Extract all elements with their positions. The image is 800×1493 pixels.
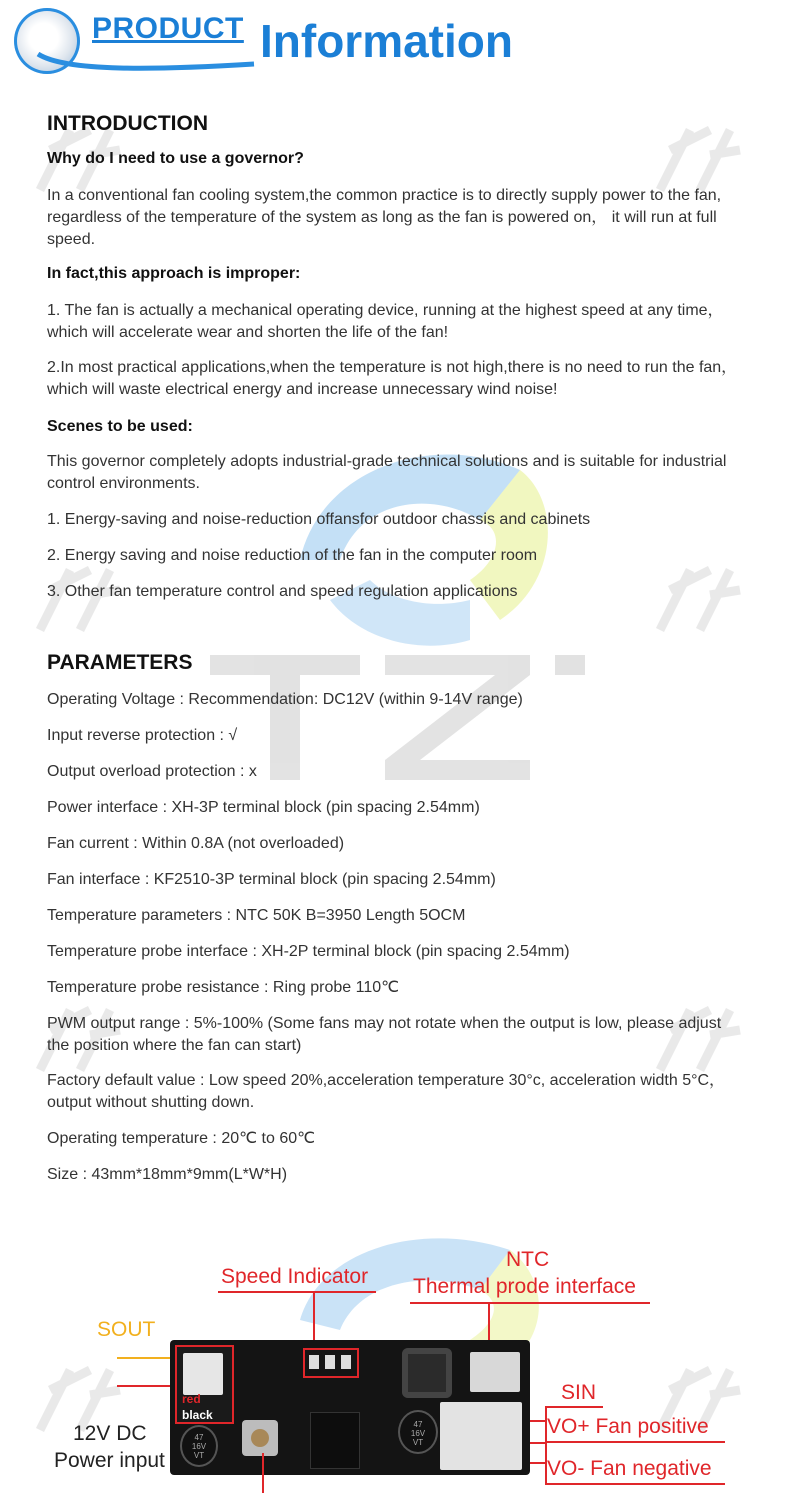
setting-button <box>242 1420 278 1456</box>
led-1 <box>309 1355 319 1369</box>
ntc-connector <box>470 1352 520 1392</box>
paragraph-point-1: 1. The fan is actually a mechanical operating device, running at the highest speed at any time， which will accelerate wear and shorten the life of the fan! <box>47 302 724 341</box>
header-product-word: PRODUCT <box>92 12 244 45</box>
param-fan-interface: Fan interface : KF2510-3P terminal block (pin spacing 2.54mm) <box>47 871 496 888</box>
param-fan-current: Fan current : Within 0.8A (not overloaded) <box>47 835 345 852</box>
brand-swoosh <box>36 52 256 72</box>
scene-item-2: 2. Energy saving and noise reduction of the fan in the computer room <box>47 547 538 564</box>
underline-sin <box>545 1406 603 1408</box>
button-knob <box>251 1429 269 1447</box>
param-operating-voltage: Operating Voltage : Recommendation: DC12V (within 9-14V range) <box>47 691 523 708</box>
parameters-heading: PARAMETERS <box>47 651 193 674</box>
underline-thermal-interface <box>410 1302 650 1304</box>
label-vo-minus: VO- Fan negative <box>547 1457 712 1480</box>
label-speed-indicator: Speed Indicator <box>221 1265 369 1288</box>
power-connector-box <box>175 1345 234 1424</box>
question-why-governor: Why do I need to use a governor? <box>47 150 304 167</box>
scene-item-3: 3. Other fan temperature control and speed regulation applications <box>47 583 518 600</box>
underline-vo-plus <box>545 1441 725 1443</box>
underline-vo-minus <box>545 1483 725 1485</box>
scene-item-1: 1. Energy-saving and noise-reduction offansfor outdoor chassis and cabinets <box>47 511 591 528</box>
question-improper: In fact,this approach is improper: <box>47 265 301 282</box>
label-power-input: Power input <box>54 1449 165 1472</box>
power-connector-housing <box>183 1353 223 1395</box>
led-2 <box>325 1355 335 1369</box>
leader-button <box>262 1453 264 1493</box>
param-power-interface: Power interface : XH-3P terminal block (pin spacing 2.54mm) <box>47 799 480 816</box>
param-size: Size : 43mm*18mm*9mm(L*W*H) <box>47 1166 288 1183</box>
speed-indicator-box <box>303 1348 359 1378</box>
param-probe-resistance: Temperature probe resistance : Ring probe 110℃ <box>47 979 400 996</box>
label-thermal-interface: Thermal prode interface <box>413 1275 636 1298</box>
label-sout: SOUT <box>97 1318 156 1341</box>
label-ntc: NTC <box>506 1248 550 1271</box>
leader-red-wire <box>117 1385 175 1387</box>
wire-red-label: red <box>182 1392 201 1406</box>
param-probe-interface: Temperature probe interface : XH-2P terminal block (pin spacing 2.54mm) <box>47 943 570 960</box>
param-input-reverse: Input reverse protection : √ <box>47 727 238 744</box>
ic-chip <box>310 1412 360 1469</box>
leader-sout <box>117 1357 175 1359</box>
watermark-mark-7 <box>40 1370 120 1430</box>
wire-black-label: black <box>182 1408 213 1422</box>
paragraph-industrial: This governor completely adopts industrial-grade technical solutions and is suitable for industrial control environments. <box>47 453 727 492</box>
fan-connector <box>440 1402 522 1470</box>
paragraph-point-2: 2.In most practical applications,when the temperature is not high,there is no need to run the fan， which will waste electrical energy and increase unnecessary wind noise! <box>47 359 738 398</box>
label-sin: SIN <box>561 1381 597 1404</box>
label-vo-plus: VO+ Fan positive <box>547 1415 709 1438</box>
capacitor-right: 47 16V VT <box>398 1410 438 1454</box>
param-output-overload: Output overload protection : x <box>47 763 257 780</box>
paragraph-conventional: In a conventional fan cooling system,the common practice is to directly supply power to the fan, regardless of the temperature of the system as long as the fan is powered on， it will run at full speed. <box>47 187 722 248</box>
watermark-mark-2 <box>660 130 740 190</box>
question-scenes: Scenes to be used: <box>47 418 193 435</box>
param-pwm-range: PWM output range : 5%-100% (Some fans may not rotate when the output is low, please adjust the position where the fan can start) <box>47 1015 722 1054</box>
capacitor-left: 47 16V VT <box>180 1425 218 1467</box>
header-information-word: Information <box>260 15 513 67</box>
introduction-heading: INTRODUCTION <box>47 112 208 135</box>
led-3 <box>341 1355 351 1369</box>
param-temperature-parameters: Temperature parameters : NTC 50K B=3950 Length 5OCM <box>47 907 466 924</box>
label-12v-dc: 12V DC <box>73 1422 147 1445</box>
param-operating-temperature: Operating temperature : 20℃ to 60℃ <box>47 1130 316 1147</box>
leader-fan-bracket <box>545 1406 547 1484</box>
param-factory-default: Factory default value : Low speed 20%,acceleration temperature 30°c, acceleration width 5°C， output without shutting down. <box>47 1072 726 1111</box>
pcb-board <box>170 1340 530 1475</box>
inductor <box>402 1348 452 1398</box>
underline-speed-indicator <box>218 1291 376 1293</box>
